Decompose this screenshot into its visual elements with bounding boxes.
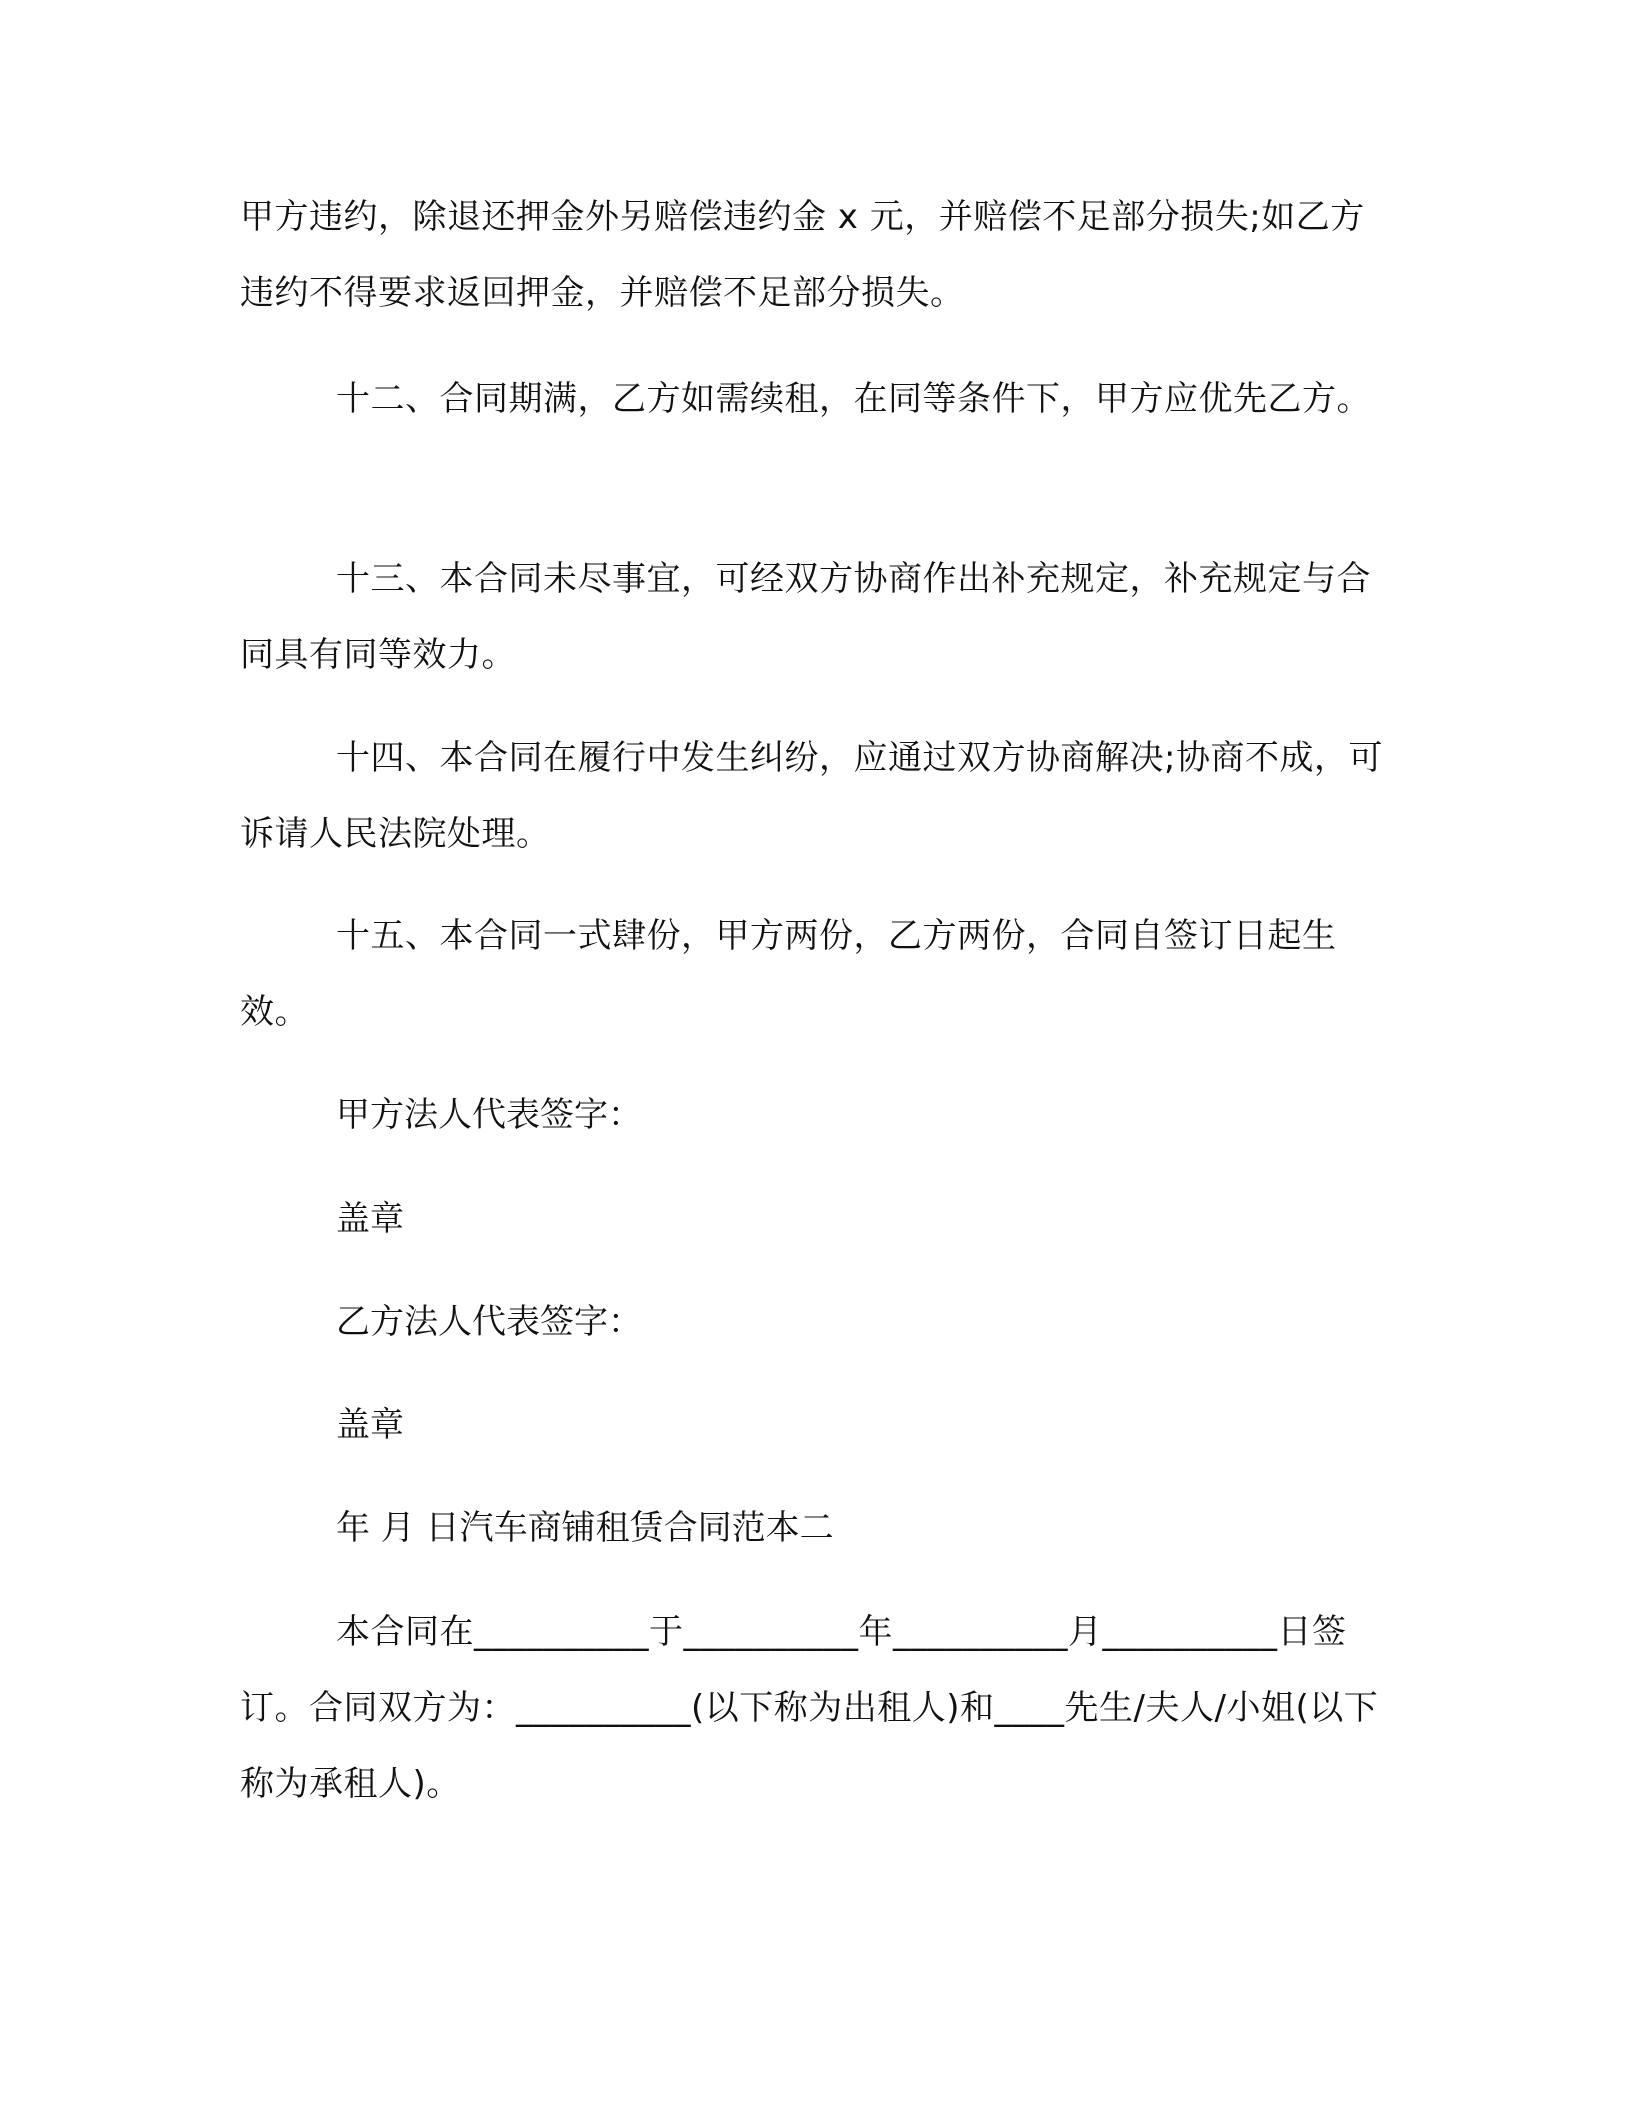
paragraph-clause-12: 十二、合同期满，乙方如需续租，在同等条件下，甲方应优先乙方。 — [336, 379, 1371, 419]
party-a-seal-label: 盖章 — [336, 1199, 404, 1239]
date-and-title-line: 年 月 日汽车商铺租赁合同范本二 — [336, 1508, 834, 1548]
party-a-signature-label: 甲方法人代表签字： — [336, 1095, 642, 1135]
paragraph-clause-14: 十四、本合同在履行中发生纠纷，应通过双方协商解决;协商不成，可诉请人民法院处理。 — [240, 738, 1383, 854]
party-b-seal-label: 盖章 — [336, 1405, 404, 1445]
party-b-signature-label: 乙方法人代表签字： — [336, 1302, 642, 1342]
paragraph-clause-15: 十五、本合同一式肆份，甲方两份，乙方两份，合同自签订日起生效。 — [240, 916, 1337, 1032]
paragraph-penalty: 甲方违约，除退还押金外另赔偿违约金 x 元，并赔偿不足部分损失;如乙方违约不得要求返回押金，并赔偿不足部分损失。 — [240, 197, 1365, 313]
paragraph-clause-13: 十三、本合同未尽事宜，可经双方协商作出补充规定，补充规定与合同具有同等效力。 — [240, 559, 1371, 675]
contract-intro-paragraph: 本合同在__________于__________年__________月__________日签订。合同双方为：__________(以下称为出租人)和____先生/夫人/小姐(以下称为承租人)。 — [240, 1612, 1379, 1804]
